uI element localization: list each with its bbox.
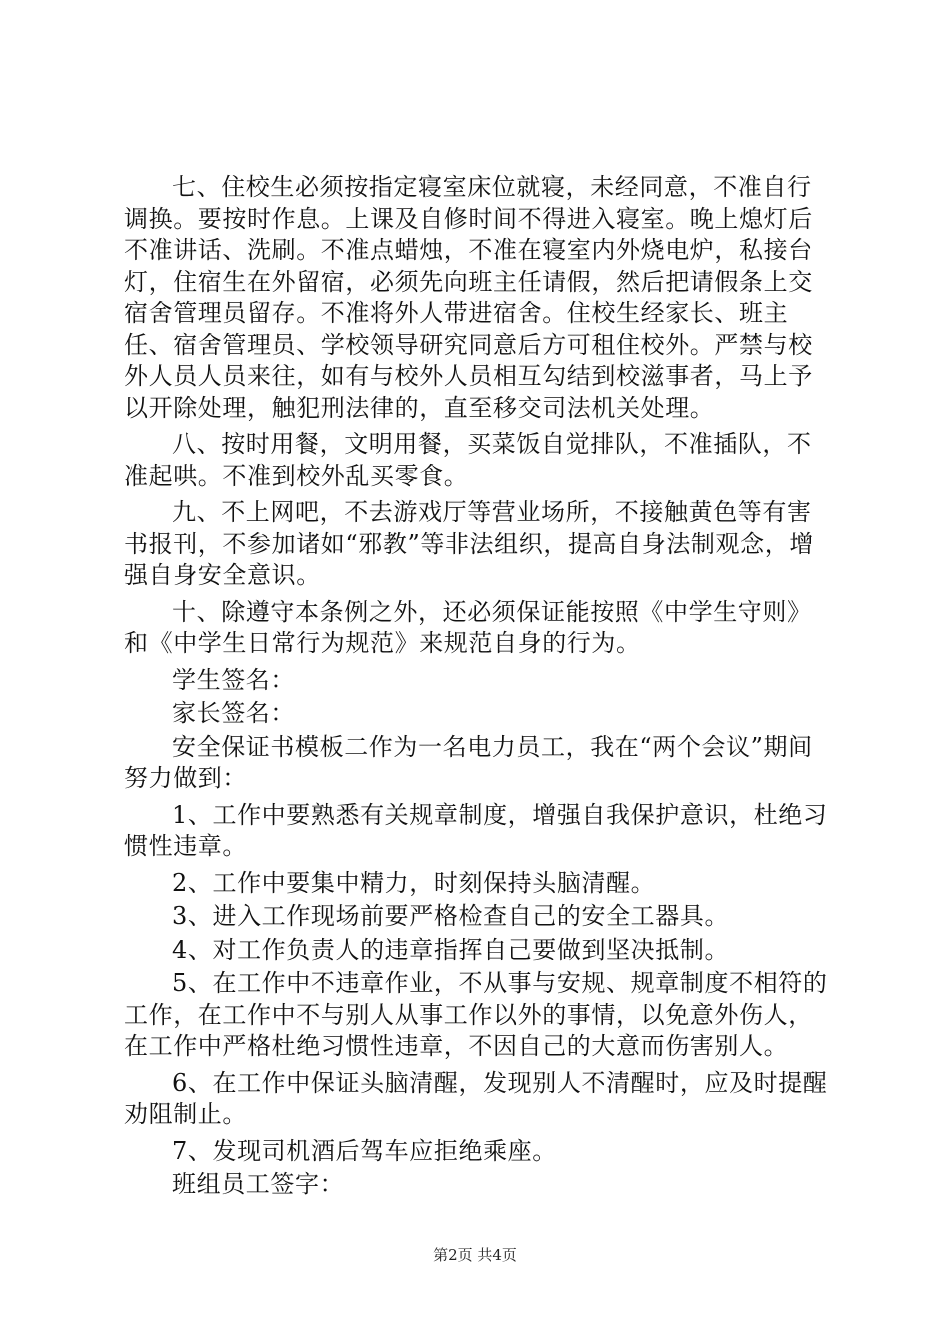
paragraph-item-6: 6、在工作中保证头脑清醒，发现别人不清醒时，应及时提醒劝阻制止。	[124, 1068, 828, 1128]
paragraph-rule-10: 十、除遵守本条例之外，还必须保证能按照《中学生守则》和《中学生日常行为规范》来规范自身的行为。	[124, 597, 812, 657]
paragraph-rule-9: 九、不上网吧，不去游戏厅等营业场所，不接触黄色等有害书报刊，不参加诸如“邪教”等非法组织，提高自身法制观念，增强自身安全意识。	[124, 498, 814, 589]
paragraph-rule-7: 七、住校生必须按指定寝室床位就寝，未经同意，不准自行调换。要按时作息。上课及自修时间不得进入寝室。晚上熄灯后不准讲话、洗刷。不准点蜡烛，不准在寝室内外烧电炉，私接台灯，住宿生在外留宿，必须先向班主任请假，然后把请假条上交宿舍管理员留存。不准将外人带进宿舍。住校生经家长、班主任、宿舍管理员、学校领导研究同意后方可租住校外。严禁与校外人员人员来往，如有与校外人员相互勾结到校滋事者，马上予以开除处理，触犯刑法律的，直至移交司法机关处理。	[124, 173, 813, 422]
document-body	[124, 172, 834, 1206]
paragraph-rule-8: 八、按时用餐，文明用餐，买菜饭自觉排队，不准插队，不准起哄。不准到校外乱买零食。	[124, 430, 812, 490]
paragraph-item-4: 4、对工作负责人的违章指挥自己要做到坚决抵制。	[172, 935, 730, 964]
paragraph-item-7: 7、发现司机酒后驾车应拒绝乘座。	[172, 1136, 557, 1165]
paragraph-item-1: 1、工作中要熟悉有关规章制度，增强自我保护意识，杜绝习惯性违章。	[124, 800, 828, 860]
parent-signature-line: 家长签名：	[172, 699, 295, 727]
page-number-footer: 第2页 共4页	[433, 1246, 517, 1264]
paragraph-item-3: 3、进入工作现场前要严格检查自己的安全工器具。	[172, 902, 730, 930]
employee-signature-line: 班组员工签字：	[172, 1170, 345, 1198]
student-signature-line: 学生签名：	[172, 665, 295, 694]
paragraph-item-2: 2、工作中要集中精力，时刻保持头脑清醒。	[172, 868, 656, 897]
paragraph-item-5: 5、在工作中不违章作业，不从事与安规、规章制度不相符的工作，在工作中不与别人从事工作以外的事情，以免意外伤人，在工作中严格杜绝习惯性违章，不因自己的大意而伤害别人。	[124, 969, 828, 1060]
paragraph-template-two-intro: 安全保证书模板二作为一名电力员工，我在“两个会议”期间努力做到：	[124, 732, 813, 792]
